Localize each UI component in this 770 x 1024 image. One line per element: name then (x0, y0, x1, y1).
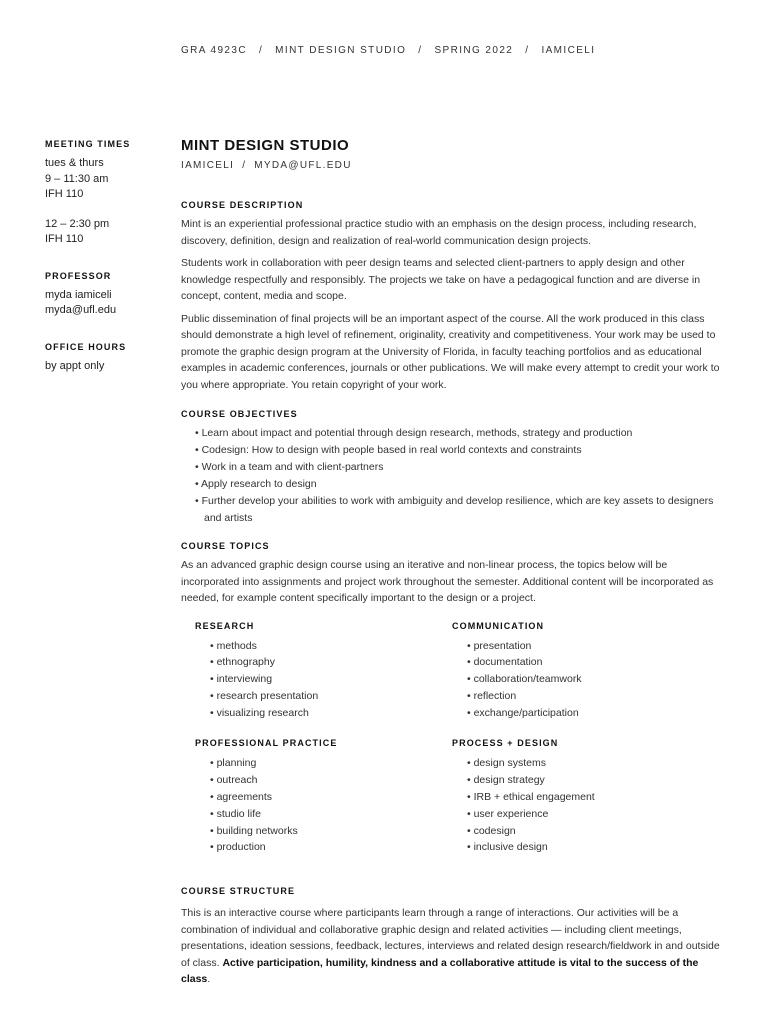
topics-intro: As an advanced graphic design course using an iterative and non-linear process, the topics below will be incorporated into assignments and project work throughout the semester. Additional content will be incorporated as needed, for example content specifically important to the design or a project. (181, 559, 714, 604)
objectives-list (181, 425, 726, 527)
list-item: • design systems (467, 757, 546, 770)
topic-group-communication (452, 621, 709, 722)
topic-group-research (195, 621, 452, 722)
header-term: SPRING 2022 (434, 45, 514, 56)
course-description-heading: COURSE DESCRIPTION (181, 200, 304, 210)
topic-group-professional-practice (195, 738, 452, 856)
topic-heading: PROCESS + DESIGN (452, 738, 559, 749)
course-structure-heading: COURSE STRUCTURE (181, 886, 296, 897)
list-item: • presentation (467, 639, 532, 652)
list-item: • outreach (210, 774, 258, 787)
description-paragraph-1: Mint is an experiential professional practice studio with an emphasis on the design process, including research, discovery, definition, design and realization of real-world communication design projects. (181, 218, 697, 247)
list-item: • Apply research to design (195, 478, 317, 490)
topic-list (195, 638, 452, 722)
meeting-room-2: IFH 110 (45, 233, 84, 245)
meeting-time-1: 9 – 11:30 am (45, 172, 109, 185)
header-separator: / (258, 45, 264, 56)
list-item: • building networks (210, 824, 298, 837)
office-hours-value: by appt only (45, 359, 105, 372)
header-course-code: GRA 4923C (181, 45, 247, 56)
topic-heading: PROFESSIONAL PRACTICE (195, 738, 338, 749)
meeting-room-1: IFH 110 (45, 188, 84, 200)
topic-group-process-design (452, 738, 709, 856)
list-item: • ethnography (210, 656, 275, 669)
list-item: • methods (210, 639, 257, 652)
list-item: • visualizing research (210, 706, 309, 719)
description-paragraph-3: Public dissemination of final projects will be an important aspect of the course. All the work produced in this class should demonstrate a high level of refinement, originality, creativity and competitiveness. Your work may be used to promote the graphic design program at the University of Florida, in faculty teaching portfolios and as educational examples in academic conferences, journals or other publications. We will make every attempt to credit your work to you where appropriate. You retain copyright of your work. (181, 312, 720, 391)
sidebar (45, 139, 165, 374)
list-item: • Learn about impact and potential through design research, methods, strategy and production (195, 427, 633, 439)
list-item: • planning (210, 757, 257, 770)
list-item: • reflection (467, 689, 517, 702)
professor-name: myda iamiceli (45, 288, 112, 301)
list-item: • interviewing (210, 673, 273, 686)
topic-list (452, 638, 709, 722)
main-content (181, 137, 726, 988)
list-item: • design strategy (467, 774, 545, 787)
course-topics-heading: COURSE TOPICS (181, 541, 270, 551)
header-studio: MINT DESIGN STUDIO (275, 45, 407, 56)
subtitle-separator: / (242, 160, 247, 171)
list-item: • inclusive design (467, 841, 548, 854)
list-item: • IRB + ethical engagement (467, 791, 595, 804)
list-item: • user experience (467, 807, 549, 820)
list-item: • research presentation (210, 689, 319, 702)
header-separator: / (418, 45, 423, 56)
list-item: • codesign (467, 824, 516, 837)
header-instructor: IAMICELI (541, 45, 596, 56)
list-item: • agreements (210, 791, 273, 804)
topic-list (195, 755, 452, 856)
meeting-times-heading: MEETING TIMES (45, 139, 131, 149)
header-separator: / (525, 45, 530, 56)
meeting-days: tues & thurs (45, 157, 104, 169)
description-paragraph-2: Students work in collaboration with peer design teams and selected client-partners to apply design and other knowledge respectfully and responsibly. The projects we take on have a pedagogical function and are diverse in concept, content, media and scope. (181, 257, 701, 302)
professor-heading: PROFESSOR (45, 270, 112, 281)
list-item: • documentation (467, 656, 543, 669)
topics-grid (195, 621, 726, 857)
list-item: • collaboration/teamwork (467, 673, 582, 686)
page-header (181, 45, 595, 56)
list-item: • exchange/participation (467, 706, 579, 719)
structure-paragraph: This is an interactive course where participants learn through a range of interactions. Our activities will be a combination of individual and collaborative graphic design and related activities — including client meetings, presentations, ideation sessions, feedback, lectures, interviews and related design research/fieldwork in and outside of class. Active participation, humility, kindness and a collaborative attitude is vital to the success of the class. (181, 907, 720, 986)
page-subtitle (181, 160, 726, 171)
topic-list (452, 755, 709, 856)
subtitle-name: IAMICELI (181, 160, 235, 171)
list-item: • Further develop your abilities to work with ambiguity and develop resilience, which are key assets to designers and artists (195, 495, 714, 524)
list-item: • Work in a team and with client-partners (195, 461, 384, 473)
office-hours-heading: OFFICE HOURS (45, 341, 127, 352)
topic-heading: RESEARCH (195, 620, 255, 631)
structure-emphasis: Active participation, humility, kindness and a collaborative attitude is vital to the success of the class (181, 956, 699, 986)
course-objectives-heading: COURSE OBJECTIVES (181, 409, 298, 419)
topic-heading: COMMUNICATION (452, 620, 545, 631)
professor-email[interactable]: myda@ufl.edu (45, 304, 117, 316)
subtitle-email[interactable]: MYDA@UFL.EDU (254, 160, 352, 171)
list-item: • production (210, 841, 266, 854)
page-title: MINT DESIGN STUDIO (181, 137, 350, 154)
list-item: • studio life (210, 807, 261, 820)
meeting-time-2: 12 – 2:30 pm (45, 217, 110, 230)
list-item: • Codesign: How to design with people based in real world contexts and constraints (195, 444, 582, 456)
